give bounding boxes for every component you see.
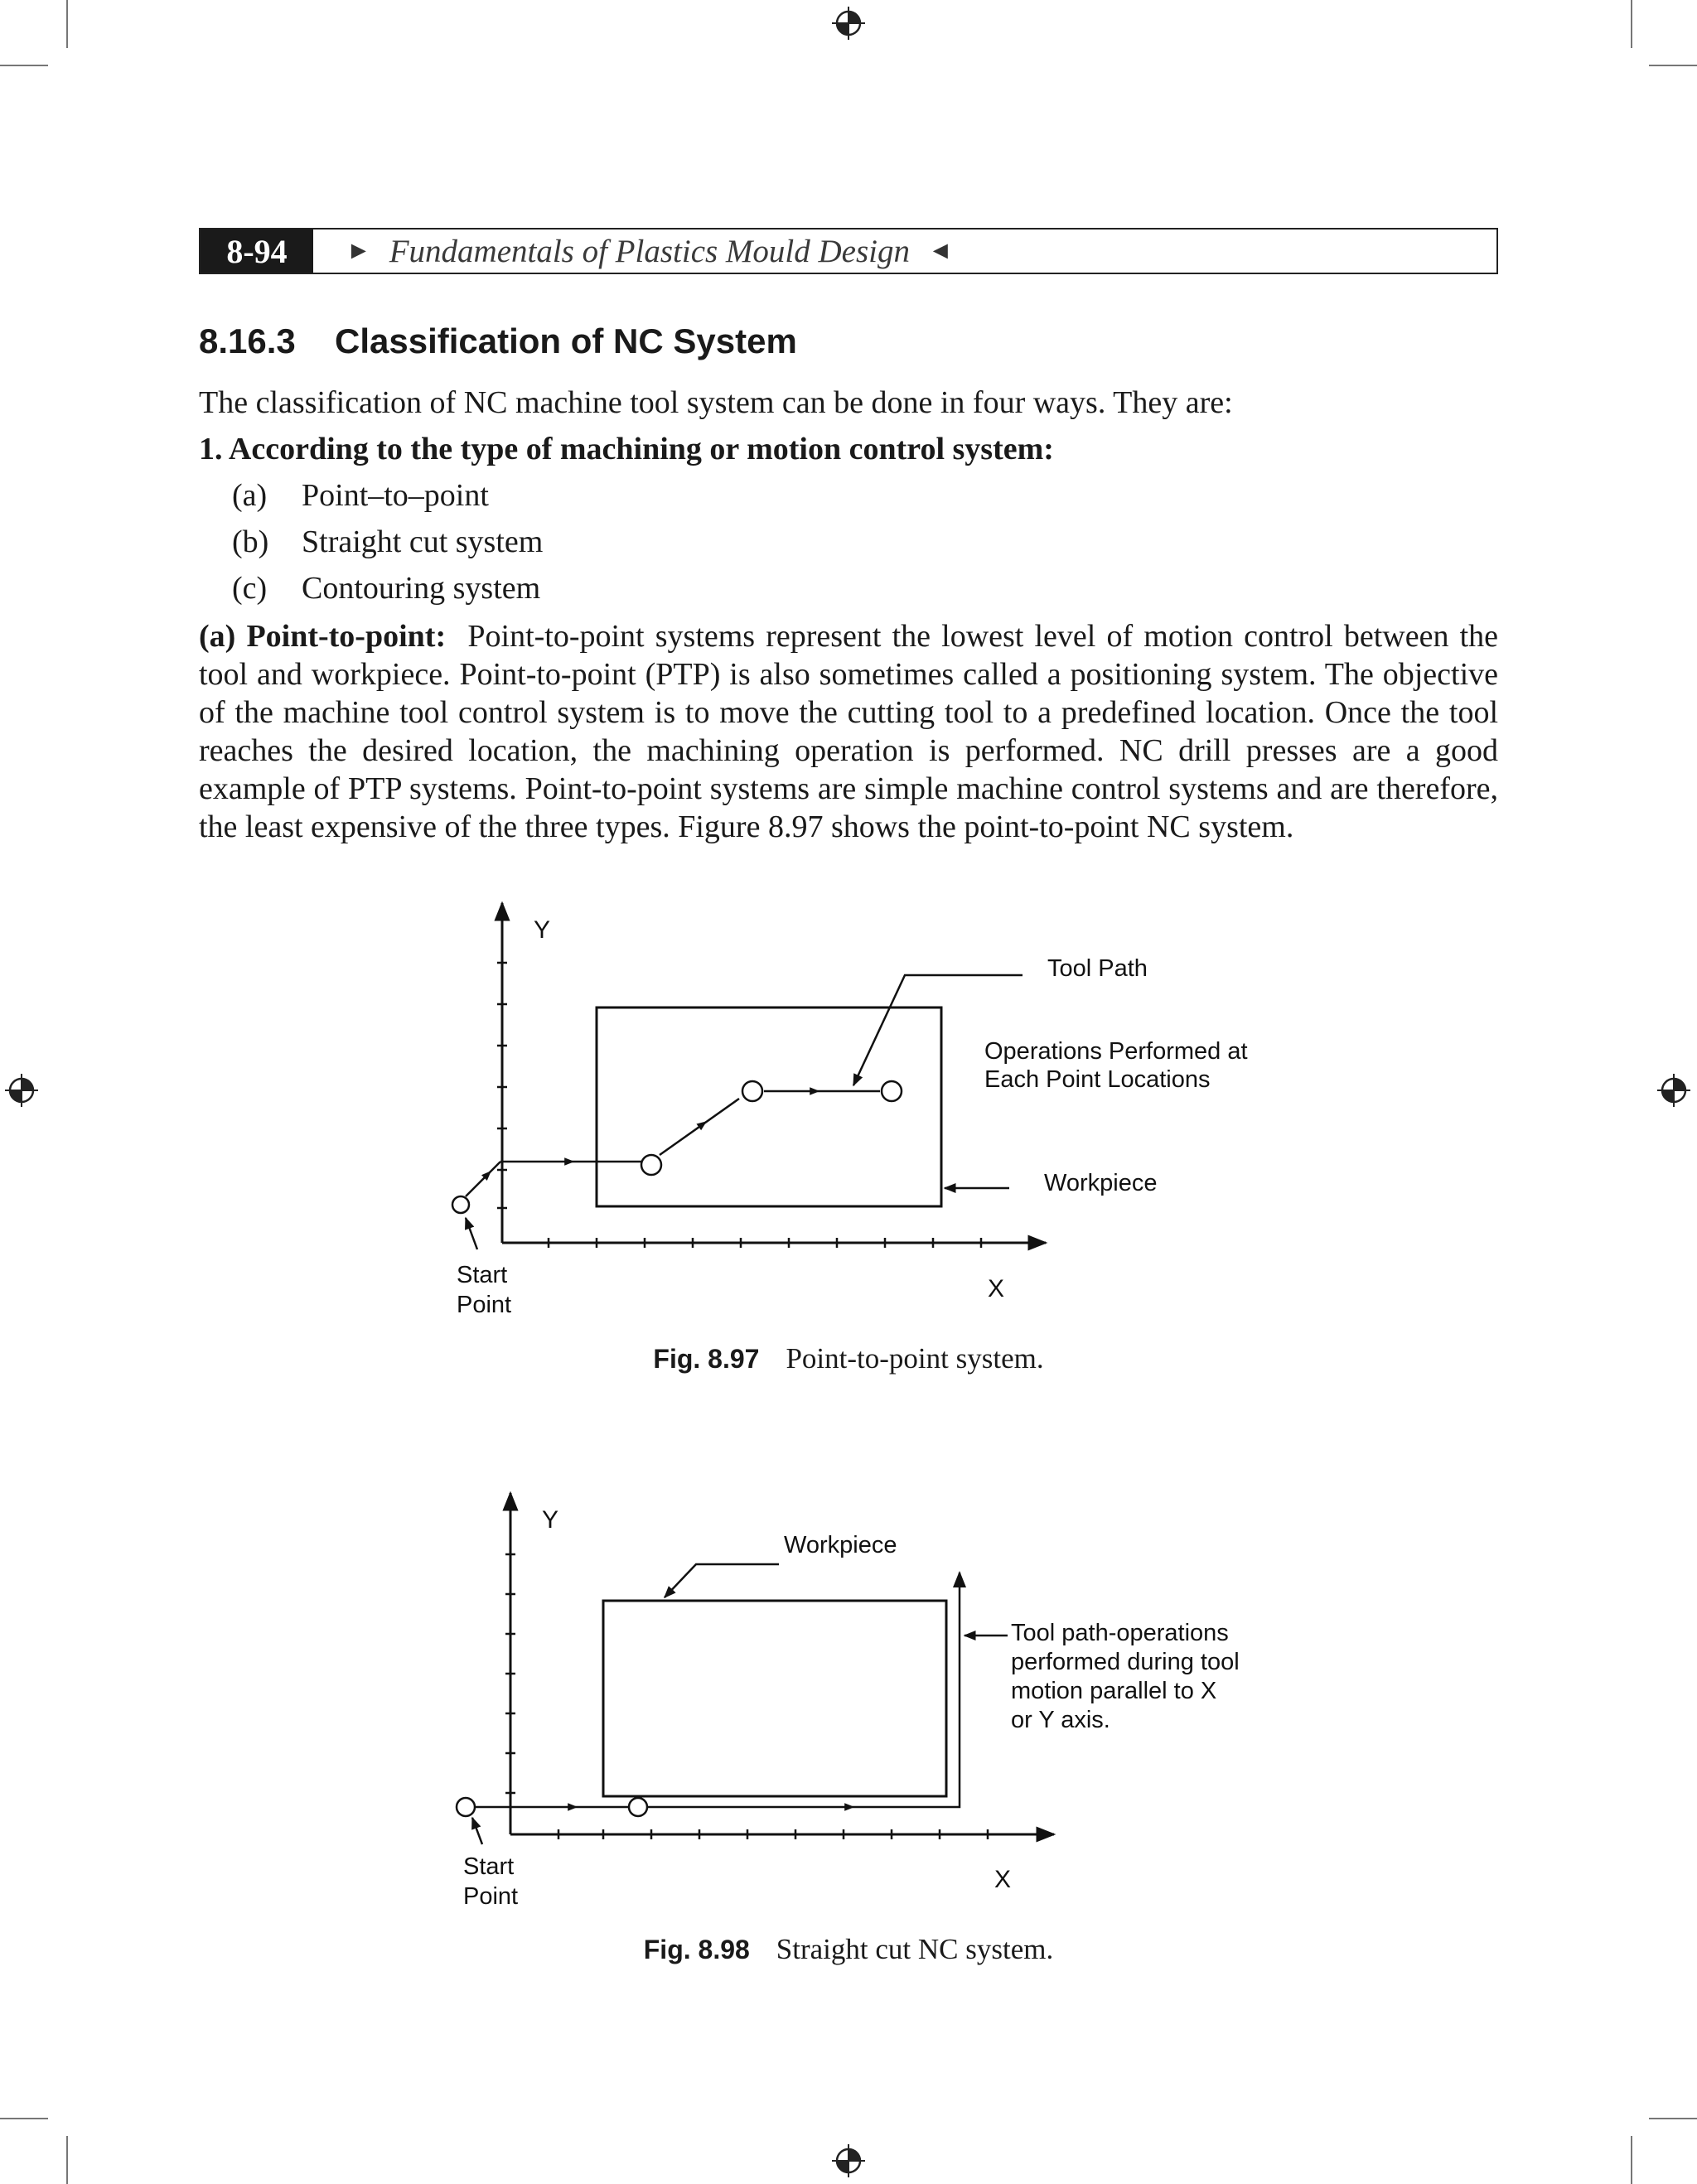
workpiece-leader xyxy=(665,1564,779,1597)
x-axis-label: X xyxy=(994,1866,1012,1893)
operations-label: Operations Performed at xyxy=(984,1038,1248,1065)
figure-caption-label: Fig. 8.97 xyxy=(653,1344,760,1374)
list-item xyxy=(232,477,489,514)
crop-mark xyxy=(0,65,48,66)
workpiece-label: Workpiece xyxy=(784,1532,897,1558)
start-point-label: Point xyxy=(457,1292,512,1318)
note-label: performed during tool xyxy=(1011,1649,1240,1675)
list-item xyxy=(232,570,540,606)
page-number: 8-94 xyxy=(201,230,313,273)
workpiece-rect xyxy=(597,1007,941,1206)
section-number: 8.16.3 xyxy=(199,321,296,360)
right-triangle-icon: ► xyxy=(346,237,371,264)
crop-mark xyxy=(1649,2118,1697,2119)
registration-mark-icon xyxy=(830,2143,867,2179)
crop-mark xyxy=(1631,2136,1632,2184)
start-point-marker xyxy=(457,1798,475,1816)
crop-mark xyxy=(66,0,68,48)
y-axis-label: Y xyxy=(542,1506,559,1534)
crop-mark xyxy=(1631,0,1632,48)
operation-point xyxy=(641,1155,661,1175)
book-title-group xyxy=(346,233,953,270)
figure-caption-text: Straight cut NC system. xyxy=(776,1933,1054,1965)
operation-point xyxy=(742,1081,762,1101)
section-heading xyxy=(199,321,797,361)
ptp-body: Point-to-point systems represent the lowest level of motion control between the tool and workpiece. Point-to-point (PTP) is also sometimes called a positioning system. The objective of the machine tool control system is to move the cutting tool to a predefined location. Once the tool reaches the desired location, the machining operation is performed. NC drill presses are a good example of PTP systems. Point-to-point systems are simple machine control systems and are therefore, the least expensive of the three types. Figure 8.97 shows the point-to-point NC system. xyxy=(199,619,1498,844)
start-point-leader xyxy=(466,1218,477,1249)
y-axis-label: Y xyxy=(534,916,551,944)
section-title: Classification of NC System xyxy=(335,321,797,360)
operation-point xyxy=(882,1081,902,1101)
figure-caption xyxy=(0,1933,1697,1966)
start-point-marker xyxy=(452,1196,469,1213)
registration-mark-icon xyxy=(830,5,867,41)
figure-caption-label: Fig. 8.98 xyxy=(643,1935,750,1964)
list-item-text: Straight cut system xyxy=(302,524,544,559)
list-item-text: Contouring system xyxy=(302,571,541,606)
crop-mark xyxy=(0,2118,48,2119)
crop-mark xyxy=(1649,65,1697,66)
list-item-marker: (a) xyxy=(232,478,268,513)
workpiece-rect xyxy=(603,1601,946,1796)
running-header xyxy=(199,228,1498,274)
ptp-paragraph xyxy=(199,617,1498,846)
list-item-marker: (c) xyxy=(232,571,268,606)
list-item-text: Point–to–point xyxy=(302,478,489,513)
figure-8-97 xyxy=(0,895,1697,1342)
note-label: motion parallel to X xyxy=(1011,1678,1217,1704)
operations-label: Each Point Locations xyxy=(984,1066,1211,1093)
book-title: Fundamentals of Plastics Mould Design xyxy=(389,233,910,269)
tool-path-label: Tool Path xyxy=(1047,955,1148,982)
list-item xyxy=(232,524,543,560)
x-axis-label: X xyxy=(988,1275,1005,1302)
figure-caption xyxy=(0,1342,1697,1375)
left-triangle-icon: ◄ xyxy=(928,237,953,264)
figure-caption-text: Point-to-point system. xyxy=(786,1342,1044,1375)
workpiece-label: Workpiece xyxy=(1044,1170,1158,1196)
start-point-label: Point xyxy=(463,1883,519,1910)
intro-paragraph: The classification of NC machine tool system can be done in four ways. They are: xyxy=(199,385,1233,420)
start-point-leader xyxy=(472,1818,482,1844)
tool-path xyxy=(466,1091,880,1196)
tool-path xyxy=(476,1573,960,1807)
note-label: or Y axis. xyxy=(1011,1707,1110,1733)
note-label: Tool path-operations xyxy=(1011,1620,1229,1646)
start-point-label: Start xyxy=(463,1853,515,1880)
ptp-lead: (a) Point-to-point: xyxy=(199,619,447,654)
start-point-label: Start xyxy=(457,1262,508,1288)
list-heading: 1. According to the type of machining or motion control system: xyxy=(199,432,1054,466)
figure-8-98 xyxy=(0,1483,1697,1930)
crop-mark xyxy=(66,2136,68,2184)
operation-point xyxy=(629,1798,647,1816)
list-item-marker: (b) xyxy=(232,524,269,559)
axis-ticks xyxy=(497,963,981,1248)
